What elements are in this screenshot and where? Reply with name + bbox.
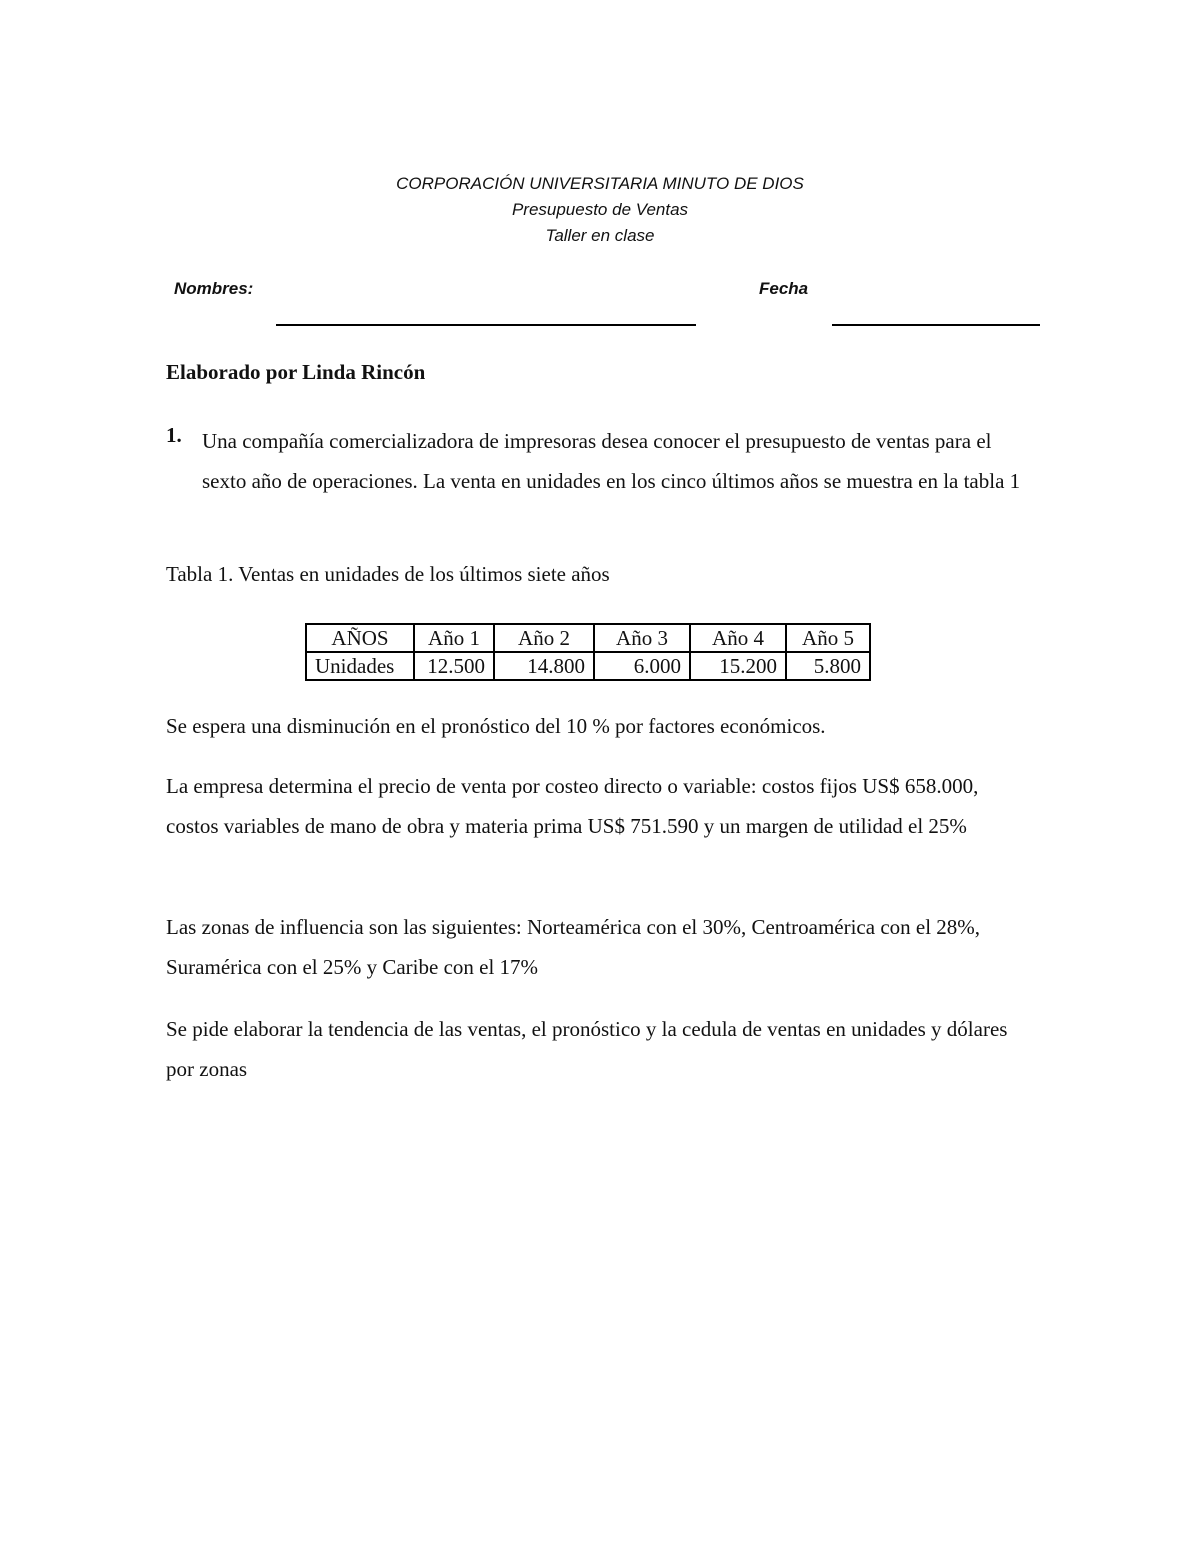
table-header-cell: Año 4 bbox=[690, 624, 786, 652]
table-cell: 15.200 bbox=[690, 652, 786, 680]
names-underline bbox=[276, 324, 696, 326]
subject-title: Presupuesto de Ventas bbox=[511, 200, 689, 219]
table-row bbox=[306, 652, 870, 680]
activity-title: Taller en clase bbox=[545, 226, 655, 245]
table-header-cell: Año 5 bbox=[786, 624, 870, 652]
date-label: Fecha bbox=[759, 279, 809, 298]
table-header-cell: Año 3 bbox=[594, 624, 690, 652]
request-paragraph: Se pide elaborar la tendencia de las ventas, el pronóstico y la cedula de ventas en unidades y dólares por zonas bbox=[166, 1017, 1008, 1081]
sales-table bbox=[305, 623, 871, 681]
table-cell: 5.800 bbox=[786, 652, 870, 680]
table-header-cell: AÑOS bbox=[306, 624, 414, 652]
forecast-decrease-paragraph: Se espera una disminución en el pronóstico del 10 % por factores económicos. bbox=[166, 714, 826, 738]
table-header-row bbox=[306, 624, 870, 652]
table-header-cell: Año 2 bbox=[494, 624, 594, 652]
names-label: Nombres: bbox=[174, 279, 254, 298]
question-text: Una compañía comercializadora de impresoras desea conocer el presupuesto de ventas para el sexto año de operaciones. La venta en unidades en los cinco últimos años se muestra en la tabla 1 bbox=[202, 429, 1021, 493]
date-underline bbox=[832, 324, 1040, 326]
institution-title: CORPORACIÓN UNIVERSITARIA MINUTO DE DIOS bbox=[396, 174, 804, 193]
table-cell: 12.500 bbox=[414, 652, 494, 680]
author-line: Elaborado por Linda Rincón bbox=[166, 360, 426, 384]
table-header-cell: Año 1 bbox=[414, 624, 494, 652]
table-caption: Tabla 1. Ventas en unidades de los últimos siete años bbox=[166, 562, 610, 586]
pricing-paragraph: La empresa determina el precio de venta por costeo directo o variable: costos fijos US$ 658.000, costos variables de mano de obra y materia prima US$ 751.590 y un margen de utilidad el 25% bbox=[166, 774, 979, 838]
zones-paragraph: Las zonas de influencia son las siguientes: Norteamérica con el 30%, Centroamérica con el 28%, Suramérica con el 25% y Caribe con el 17% bbox=[166, 915, 981, 979]
question-number: 1. bbox=[166, 423, 182, 447]
table-cell: Unidades bbox=[306, 652, 414, 680]
table-cell: 14.800 bbox=[494, 652, 594, 680]
table-cell: 6.000 bbox=[594, 652, 690, 680]
